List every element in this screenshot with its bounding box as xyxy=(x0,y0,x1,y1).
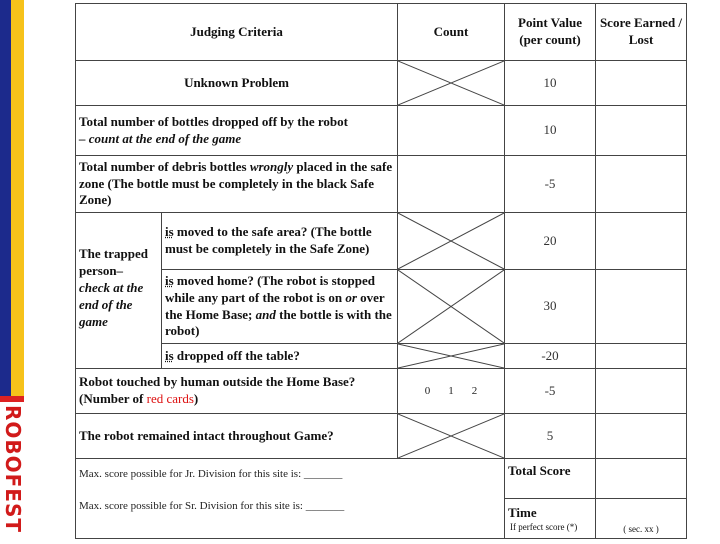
trapped-label-em: check at the end of the game xyxy=(79,279,144,329)
time-value-cell[interactable] xyxy=(596,499,687,539)
time-label-cell xyxy=(505,499,596,539)
header-row xyxy=(76,4,687,61)
debris-label-b: placed in the safe zone (The bottle must be completely in the black Safe Zone) xyxy=(79,158,393,208)
trapped-home-lead: is xyxy=(165,272,174,288)
total-score-label: Total Score xyxy=(505,459,596,499)
debris-label-em: wrongly xyxy=(249,158,294,174)
brand-blue-bar xyxy=(0,0,11,400)
brand-yellow-bar xyxy=(11,0,24,400)
count-cell-disabled xyxy=(398,61,505,106)
trapped-home-text-c: the bottle is with the robot) xyxy=(165,306,392,339)
count-option-0[interactable]: 0 xyxy=(424,384,431,397)
row-touched xyxy=(76,369,687,414)
header-count: Count xyxy=(398,4,505,61)
row-debris xyxy=(76,156,687,213)
trapped-dropped-text: dropped off the table? xyxy=(173,347,300,363)
header-point-value: Point Value (per count) xyxy=(505,4,596,61)
trapped-home-text-em: or xyxy=(345,289,357,305)
count-cell-disabled xyxy=(398,414,505,459)
robofest-logo: ROBOFEST xyxy=(1,404,25,534)
trapped-dropped-points: -20 xyxy=(505,344,596,369)
time-label: Time xyxy=(508,505,537,520)
max-score-sr: Max. score possible for Sr. Division for this site is: _______ xyxy=(79,500,345,513)
score-cell[interactable] xyxy=(596,270,687,344)
bottles-label-sub: – count at the end of the game xyxy=(79,130,242,146)
trapped-dropped-lead: is xyxy=(165,347,174,363)
touched-label xyxy=(76,369,398,414)
max-score-jr: Max. score possible for Jr. Division for this site is: _______ xyxy=(79,468,343,480)
trapped-person-label xyxy=(76,213,162,369)
brand-stripe xyxy=(0,0,26,540)
trapped-label-text: The trapped person– xyxy=(79,246,148,278)
touched-count-options xyxy=(398,369,505,414)
score-cell[interactable] xyxy=(596,414,687,459)
count-option-1[interactable]: 1 xyxy=(448,384,454,397)
row-bottles xyxy=(76,106,687,156)
row-trapped-dropped xyxy=(76,344,687,369)
trapped-home-label xyxy=(162,270,398,344)
score-cell[interactable] xyxy=(596,369,687,414)
trapped-safe-lead: is xyxy=(165,224,174,240)
trapped-home-points: 30 xyxy=(505,270,596,344)
time-unit: ( sec. xx ) xyxy=(623,524,659,535)
count-cell[interactable] xyxy=(398,156,505,213)
judging-table xyxy=(75,3,687,539)
max-score-notes xyxy=(76,459,505,539)
trapped-home-text-a: moved home? (The robot is stopped while any part of the robot is on xyxy=(165,272,375,305)
count-cell-disabled xyxy=(398,270,505,344)
count-option-2[interactable]: 2 xyxy=(471,384,478,397)
row-intact xyxy=(76,414,687,459)
score-cell[interactable] xyxy=(596,61,687,106)
row-footer-total xyxy=(76,459,687,499)
trapped-home-text-em2: and xyxy=(255,306,276,322)
intact-label: The robot remained intact throughout Game? xyxy=(76,414,398,459)
trapped-safe-label xyxy=(162,213,398,270)
bottles-points: 10 xyxy=(505,106,596,156)
row-unknown-problem xyxy=(76,61,687,106)
bottles-label-text: Total number of bottles dropped off by the robot xyxy=(79,113,348,129)
score-cell[interactable] xyxy=(596,156,687,213)
debris-points: -5 xyxy=(505,156,596,213)
score-cell[interactable] xyxy=(596,106,687,156)
intact-points: 5 xyxy=(505,414,596,459)
touched-label-b: ) xyxy=(193,391,199,406)
count-cell[interactable] xyxy=(398,106,505,156)
count-cell-disabled xyxy=(398,344,505,369)
header-score: Score Earned / Lost xyxy=(596,4,687,61)
unknown-problem-label: Unknown Problem xyxy=(76,61,398,106)
debris-label-a: Total number of debris bottles xyxy=(79,158,250,174)
trapped-safe-points: 20 xyxy=(505,213,596,270)
trapped-safe-text: moved to the safe area? (The bottle must be completely in the Safe Zone) xyxy=(165,224,372,256)
debris-label xyxy=(76,156,398,213)
score-cell[interactable] xyxy=(596,344,687,369)
row-trapped-safe xyxy=(76,213,687,270)
time-note: If perfect score (*) xyxy=(510,521,578,532)
trapped-dropped-label xyxy=(162,344,398,369)
count-cell-disabled xyxy=(398,213,505,270)
red-cards-text: red cards xyxy=(146,391,194,406)
unknown-points: 10 xyxy=(505,61,596,106)
row-trapped-home xyxy=(76,270,687,344)
trapped-home-text-b: over the Home Base; xyxy=(165,289,385,322)
header-criteria: Judging Criteria xyxy=(76,4,398,61)
score-cell[interactable] xyxy=(596,213,687,270)
bottles-label xyxy=(76,106,398,156)
total-score-cell[interactable] xyxy=(596,459,687,499)
touched-label-a: Robot touched by human outside the Home Base? (Number of xyxy=(79,374,356,406)
touched-points: -5 xyxy=(505,369,596,414)
